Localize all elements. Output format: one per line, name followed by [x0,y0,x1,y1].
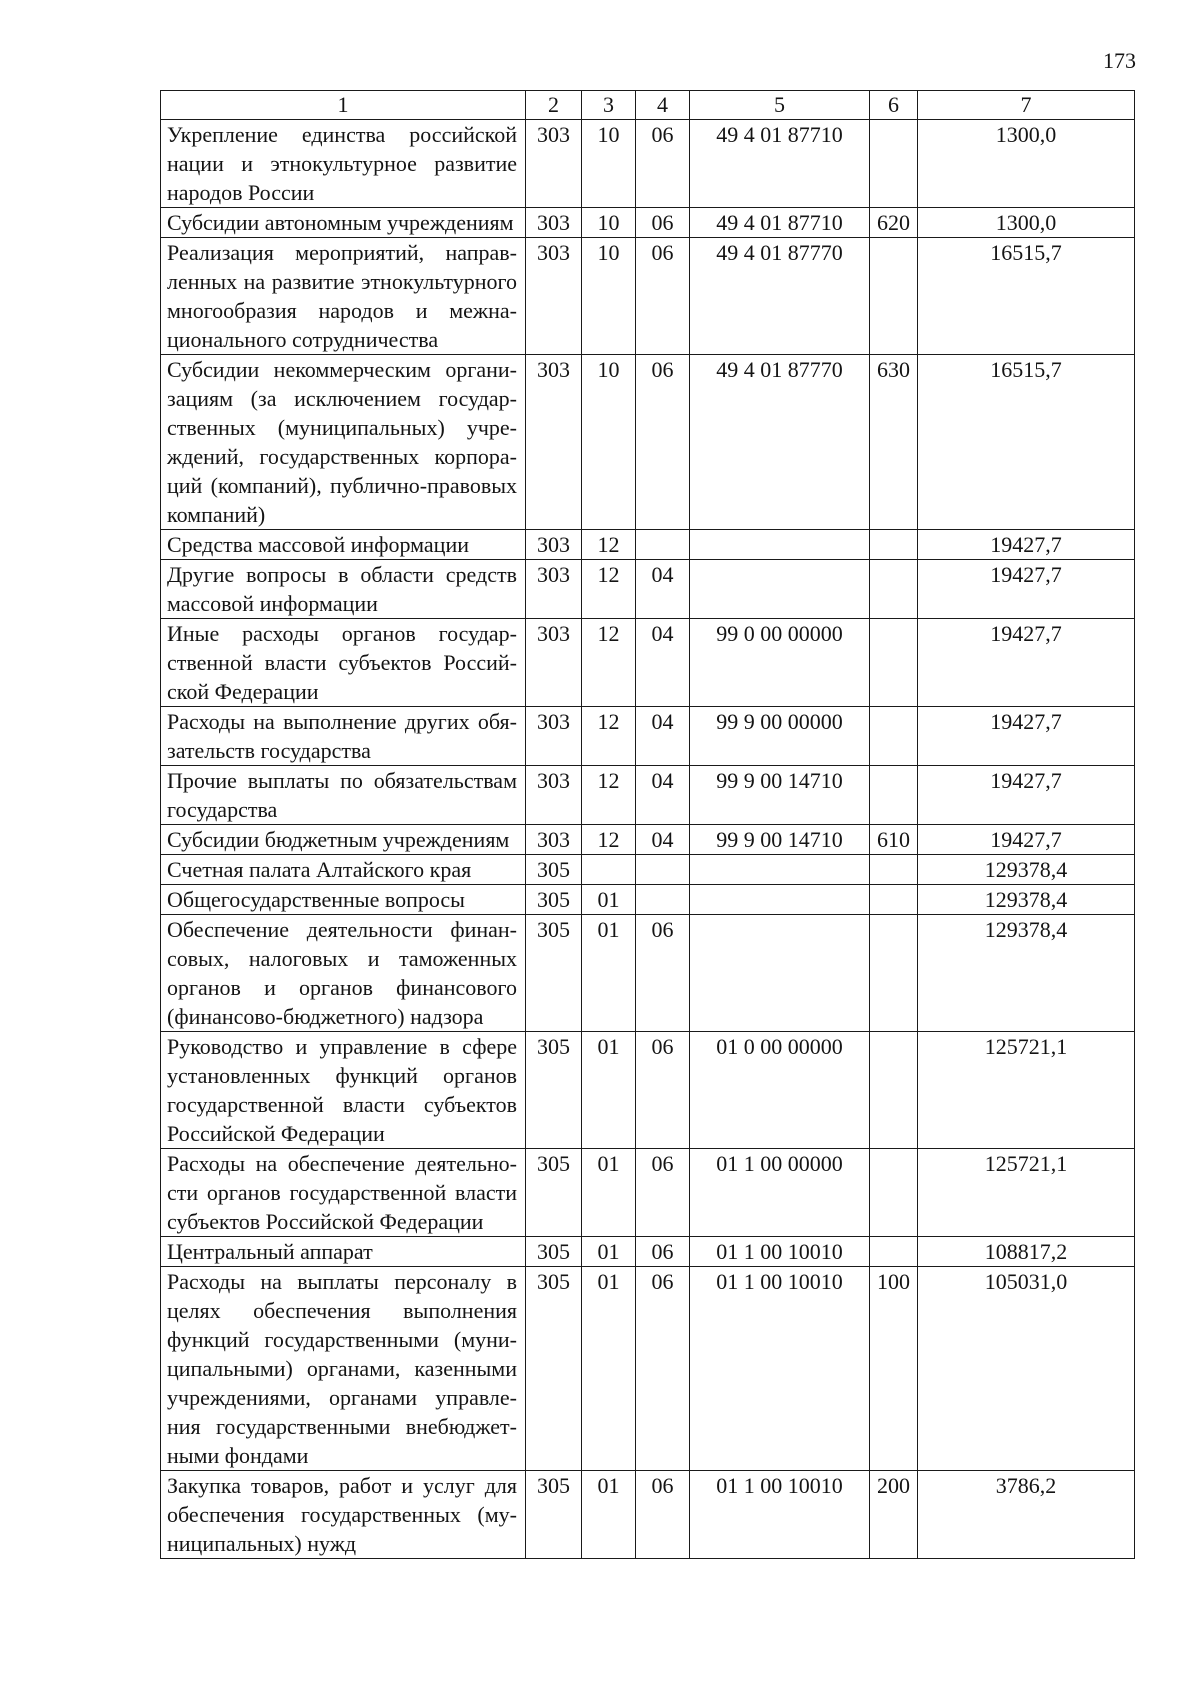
row-section-code: 01 [582,1237,636,1267]
row-subsection-code: 04 [636,766,690,825]
row-amount: 129378,4 [918,915,1135,1032]
table-row [161,1237,1135,1267]
row-expense-type [870,915,918,1032]
row-target-article [690,560,870,619]
row-name: Обеспечение деятельности финансовых, налоговых и таможенных органов и органов финансового (финансово-бюджетного) надзора [161,915,526,1032]
row-amount: 19427,7 [918,530,1135,560]
row-name: Общегосударственные вопросы [161,885,526,915]
row-ministry-code: 303 [526,120,582,208]
row-target-article [690,915,870,1032]
row-ministry-code: 303 [526,707,582,766]
row-ministry-code: 305 [526,855,582,885]
table-row [161,560,1135,619]
row-ministry-code: 303 [526,560,582,619]
row-subsection-code: 06 [636,1237,690,1267]
row-expense-type: 100 [870,1267,918,1471]
header-col-4: 4 [636,91,690,120]
row-name: Закупка товаров, работ и услуг для обеспечения государственных (муниципальных) нужд [161,1471,526,1559]
row-ministry-code: 303 [526,766,582,825]
row-section-code: 01 [582,1267,636,1471]
page-number: 173 [1103,48,1136,73]
row-expense-type [870,1149,918,1237]
row-subsection-code: 06 [636,1471,690,1559]
row-subsection-code [636,885,690,915]
row-subsection-code [636,855,690,885]
table-row [161,120,1135,208]
row-ministry-code: 303 [526,208,582,238]
row-expense-type [870,707,918,766]
row-amount: 129378,4 [918,855,1135,885]
row-expense-type [870,1032,918,1149]
budget-table [160,90,1135,1559]
row-name: Субсидии некоммерческим организациям (за исключением государственных (муниципальных) учреждений, государственных корпораций (компаний), публично-правовых компаний) [161,355,526,530]
row-expense-type [870,885,918,915]
row-expense-type [870,120,918,208]
row-target-article: 49 4 01 87710 [690,208,870,238]
row-expense-type [870,766,918,825]
row-amount: 3786,2 [918,1471,1135,1559]
row-subsection-code: 06 [636,208,690,238]
row-target-article: 99 9 00 14710 [690,766,870,825]
table-header [161,91,1135,120]
row-name: Средства массовой информации [161,530,526,560]
row-subsection-code: 06 [636,1032,690,1149]
row-section-code: 12 [582,560,636,619]
row-subsection-code: 06 [636,355,690,530]
table-row [161,1149,1135,1237]
row-name: Расходы на выполнение других обязательств государства [161,707,526,766]
row-subsection-code: 04 [636,619,690,707]
row-expense-type: 630 [870,355,918,530]
table-row [161,238,1135,355]
row-ministry-code: 305 [526,1237,582,1267]
row-expense-type [870,1237,918,1267]
table-row [161,915,1135,1032]
row-amount: 16515,7 [918,238,1135,355]
row-ministry-code: 303 [526,619,582,707]
row-target-article [690,530,870,560]
row-expense-type [870,560,918,619]
row-section-code: 10 [582,208,636,238]
row-section-code: 01 [582,1471,636,1559]
row-expense-type [870,855,918,885]
row-section-code: 12 [582,530,636,560]
row-ministry-code: 305 [526,1032,582,1149]
row-ministry-code: 305 [526,885,582,915]
row-amount: 19427,7 [918,619,1135,707]
row-section-code: 10 [582,238,636,355]
row-expense-type: 610 [870,825,918,855]
row-amount: 1300,0 [918,120,1135,208]
row-expense-type [870,238,918,355]
row-subsection-code: 06 [636,1149,690,1237]
row-amount: 16515,7 [918,355,1135,530]
table-row [161,766,1135,825]
row-section-code: 12 [582,707,636,766]
row-expense-type [870,530,918,560]
row-name: Иные расходы органов государственной власти субъектов Российской Федерации [161,619,526,707]
row-amount: 125721,1 [918,1149,1135,1237]
header-col-1: 1 [161,91,526,120]
row-section-code: 12 [582,619,636,707]
row-target-article: 49 4 01 87770 [690,355,870,530]
row-ministry-code: 303 [526,530,582,560]
row-target-article: 99 9 00 00000 [690,707,870,766]
row-section-code: 01 [582,1149,636,1237]
row-ministry-code: 305 [526,1471,582,1559]
row-ministry-code: 303 [526,355,582,530]
table-row [161,825,1135,855]
row-amount: 125721,1 [918,1032,1135,1149]
row-name: Укрепление единства российской нации и этнокультурное развитие народов России [161,120,526,208]
row-subsection-code: 06 [636,238,690,355]
row-subsection-code: 06 [636,1267,690,1471]
row-subsection-code: 06 [636,915,690,1032]
row-name: Руководство и управление в сфере установленных функций органов государственной власти субъектов Российской Федерации [161,1032,526,1149]
row-section-code: 10 [582,120,636,208]
row-subsection-code: 04 [636,707,690,766]
row-expense-type [870,619,918,707]
row-subsection-code: 04 [636,825,690,855]
row-subsection-code [636,530,690,560]
row-target-article: 01 1 00 10010 [690,1267,870,1471]
row-target-article: 99 0 00 00000 [690,619,870,707]
header-col-3: 3 [582,91,636,120]
header-col-7: 7 [918,91,1135,120]
row-amount: 19427,7 [918,707,1135,766]
row-name: Другие вопросы в области средств массовой информации [161,560,526,619]
row-name: Расходы на выплаты персоналу в целях обеспечения выполнения функций государственными (муниципальными) органами, казенными учреждениями, органами управления государственными внебюджетными фондами [161,1267,526,1471]
table-row [161,707,1135,766]
row-amount: 108817,2 [918,1237,1135,1267]
row-name: Расходы на обеспечение деятельности органов государственной власти субъектов Российской Федерации [161,1149,526,1237]
table-row [161,530,1135,560]
row-expense-type: 620 [870,208,918,238]
row-name: Счетная палата Алтайского края [161,855,526,885]
row-section-code: 01 [582,915,636,1032]
table-row [161,1032,1135,1149]
row-amount: 1300,0 [918,208,1135,238]
row-subsection-code: 04 [636,560,690,619]
row-ministry-code: 305 [526,1267,582,1471]
row-section-code: 12 [582,766,636,825]
row-amount: 19427,7 [918,766,1135,825]
row-amount: 19427,7 [918,825,1135,855]
row-name: Центральный аппарат [161,1237,526,1267]
row-ministry-code: 305 [526,1149,582,1237]
row-name: Прочие выплаты по обязательствам государства [161,766,526,825]
row-amount: 105031,0 [918,1267,1135,1471]
row-target-article: 49 4 01 87710 [690,120,870,208]
row-target-article: 01 0 00 00000 [690,1032,870,1149]
header-col-6: 6 [870,91,918,120]
row-target-article [690,885,870,915]
row-section-code [582,855,636,885]
table-row [161,1471,1135,1559]
row-name: Субсидии автономным учреждениям [161,208,526,238]
row-section-code: 10 [582,355,636,530]
row-target-article: 01 1 00 10010 [690,1237,870,1267]
row-section-code: 01 [582,1032,636,1149]
header-col-2: 2 [526,91,582,120]
row-ministry-code: 305 [526,915,582,1032]
row-name: Реализация мероприятий, направленных на развитие этнокультурного многообразия народов и межнационального сотрудничества [161,238,526,355]
row-section-code: 12 [582,825,636,855]
table-row [161,855,1135,885]
row-target-article: 01 1 00 00000 [690,1149,870,1237]
table-row [161,885,1135,915]
row-amount: 19427,7 [918,560,1135,619]
row-target-article [690,855,870,885]
table-row [161,1267,1135,1471]
table-row [161,355,1135,530]
header-row [161,91,1135,120]
table-body [161,120,1135,1559]
row-expense-type: 200 [870,1471,918,1559]
row-section-code: 01 [582,885,636,915]
row-ministry-code: 303 [526,238,582,355]
row-target-article: 01 1 00 10010 [690,1471,870,1559]
row-target-article: 99 9 00 14710 [690,825,870,855]
header-col-5: 5 [690,91,870,120]
row-name: Субсидии бюджетным учреждениям [161,825,526,855]
row-ministry-code: 303 [526,825,582,855]
row-amount: 129378,4 [918,885,1135,915]
row-subsection-code: 06 [636,120,690,208]
row-target-article: 49 4 01 87770 [690,238,870,355]
table-row [161,619,1135,707]
table-row [161,208,1135,238]
